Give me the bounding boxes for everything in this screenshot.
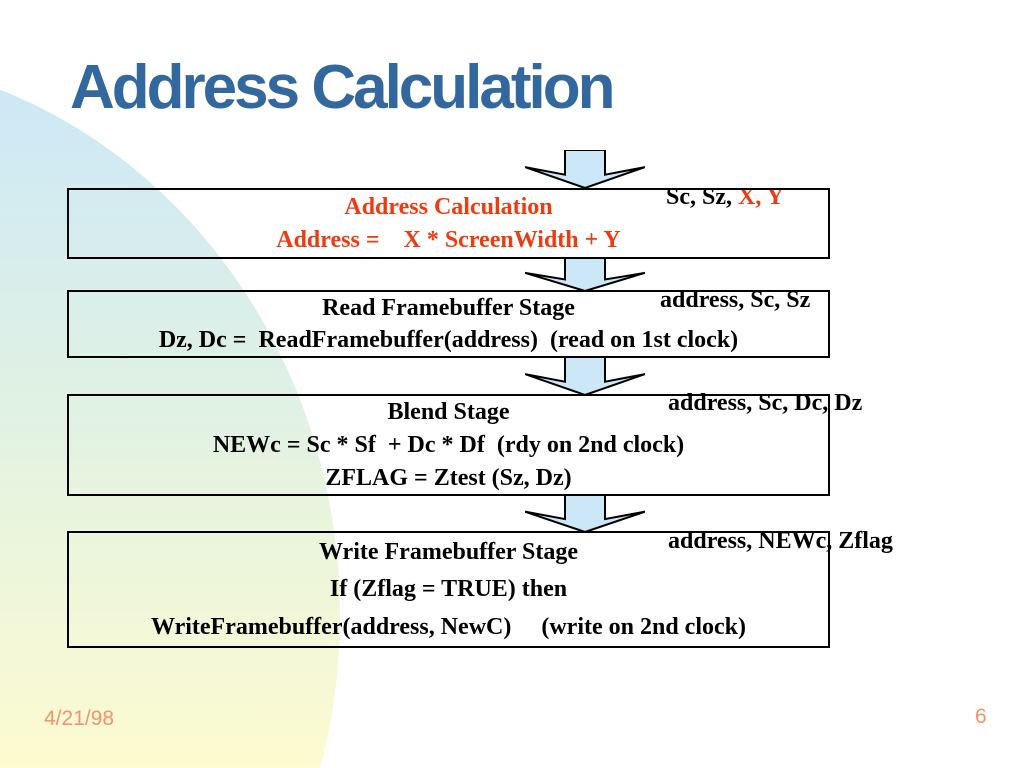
stage-title: Read Framebuffer Stage [322,295,575,321]
arrow-label-red: X, Y [738,184,784,210]
arrow-label-black: address, NEWc, Zflag [668,528,893,554]
box-address-calculation [67,188,830,259]
stage-formula: ZFLAG = Ztest (Sz, Dz) [325,464,572,491]
box-read-framebuffer-stage [67,290,830,358]
arrow-label-black: address, Sc, Sz [660,287,811,313]
slide-date: 4/21/98 [44,707,115,730]
down-arrow-icon [525,495,645,532]
arrow-label-black: Sc, Sz, [666,184,738,210]
box-blend-stage [67,394,830,496]
slide-page-number: 6 [975,705,987,728]
down-arrow-icon [525,258,645,291]
stage-formula: If (Zflag = TRUE) then [329,576,568,603]
stage-formula: WriteFramebuffer(address, NewC) (write on 2nd clock) [151,614,746,641]
stage-title: Blend Stage [387,399,510,426]
stage-formula: Dz, Dc = ReadFramebuffer(address) (read on 1st clock) [158,327,739,353]
down-arrow-icon [525,357,645,395]
stage-title: Write Framebuffer Stage [318,538,579,565]
stage-title: Address Calculation [344,193,553,220]
slide-title: Address Calculation [70,53,613,122]
down-arrow-icon [525,150,645,188]
stage-formula: Address = X * ScreenWidth + Y [276,227,621,254]
arrow-label-black: address, Sc, Dc, Dz [668,390,863,416]
box-write-framebuffer-stage [67,531,830,648]
stage-formula: NEWc = Sc * Sf + Dc * Df (rdy on 2nd clock) [212,431,685,458]
